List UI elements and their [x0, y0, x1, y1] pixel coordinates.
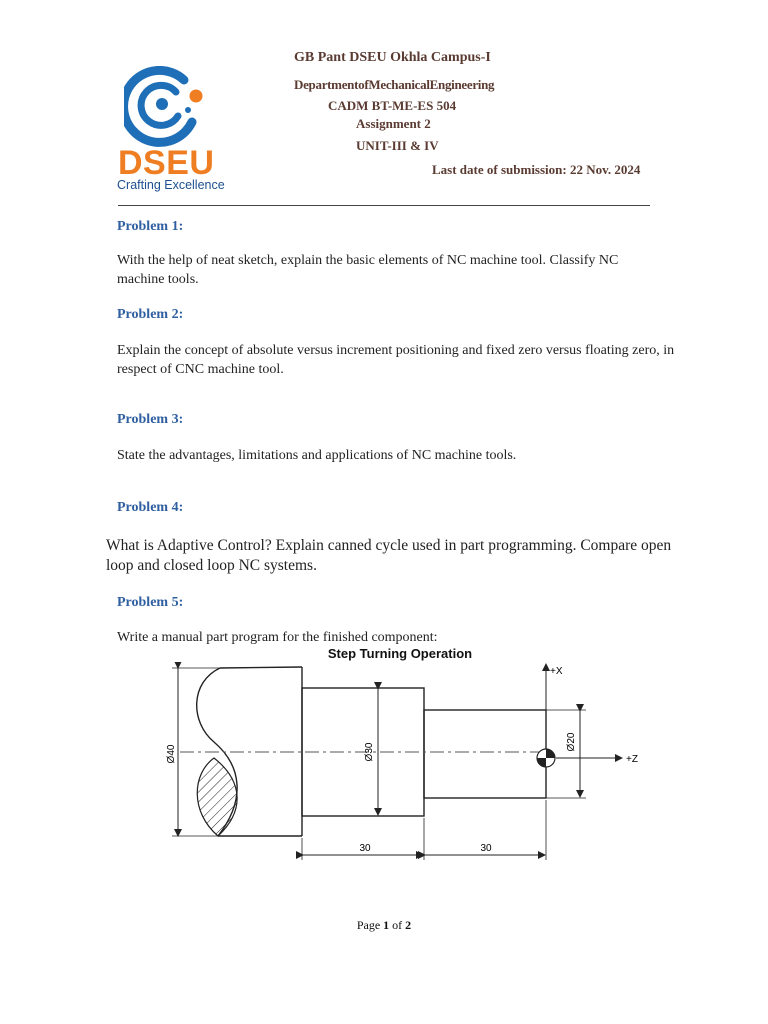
axis-x-label: +X: [550, 666, 563, 677]
d20-label: Ø20: [566, 732, 577, 752]
break-hatch: [197, 758, 237, 836]
problem-2-text: Explain the concept of absolute versus increment positioning and fixed zero versus floating zero, in respect of CNC machine tool.: [117, 343, 675, 377]
problem-1-text: With the help of neat sketch, explain the basic elements of NC machine tool. Classify NC machine tools.: [117, 253, 619, 287]
submission-deadline: Last date of submission: 22 Nov. 2024: [432, 162, 641, 177]
d40-label: Ø40: [166, 744, 177, 764]
course-code: CADM BT-ME-ES 504: [328, 98, 457, 113]
problem-5-title: Problem 5:: [117, 595, 184, 610]
problem-2-title: Problem 2:: [117, 307, 184, 322]
page-of: of: [389, 918, 406, 932]
page-number: 1: [383, 918, 390, 932]
department-name: DepartmentofMechanicalEngineering: [294, 77, 495, 92]
length-1-label: 30: [359, 843, 371, 854]
length-2-label: 30: [480, 843, 492, 854]
problem-4-title: Problem 4:: [117, 500, 184, 515]
problem-3-text: State the advantages, limitations and applications of NC machine tools.: [117, 448, 517, 463]
campus-name: GB Pant DSEU Okhla Campus-I: [294, 50, 491, 65]
d20-step: [424, 710, 546, 798]
page-footer: [0, 918, 768, 933]
axis-z-label: +Z: [626, 754, 638, 765]
dseu-logo: [118, 66, 228, 196]
assignment-title: Assignment 2: [356, 116, 431, 131]
page-prefix: Page: [356, 918, 384, 932]
problem-4-text: What is Adaptive Control? Explain canned cycle used in part programming. Compare open loop and closed loop NC systems.: [106, 537, 672, 574]
step-turning-drawing: [150, 662, 670, 872]
d30-label: Ø30: [364, 742, 375, 762]
figure-title: Step Turning Operation: [327, 646, 473, 661]
unit-label: UNIT-III & IV: [356, 138, 439, 153]
logo-wordmark: DSEU: [118, 144, 215, 182]
dseu-logo-mark: [124, 66, 214, 148]
problem-3-title: Problem 3:: [117, 412, 184, 427]
page-total: 2: [405, 918, 412, 932]
problem-1-title: Problem 1:: [117, 219, 184, 234]
logo-tagline: Crafting Excellence: [117, 178, 225, 192]
problem-5-text: Write a manual part program for the finished component:: [117, 630, 438, 645]
header-divider: [118, 205, 650, 206]
